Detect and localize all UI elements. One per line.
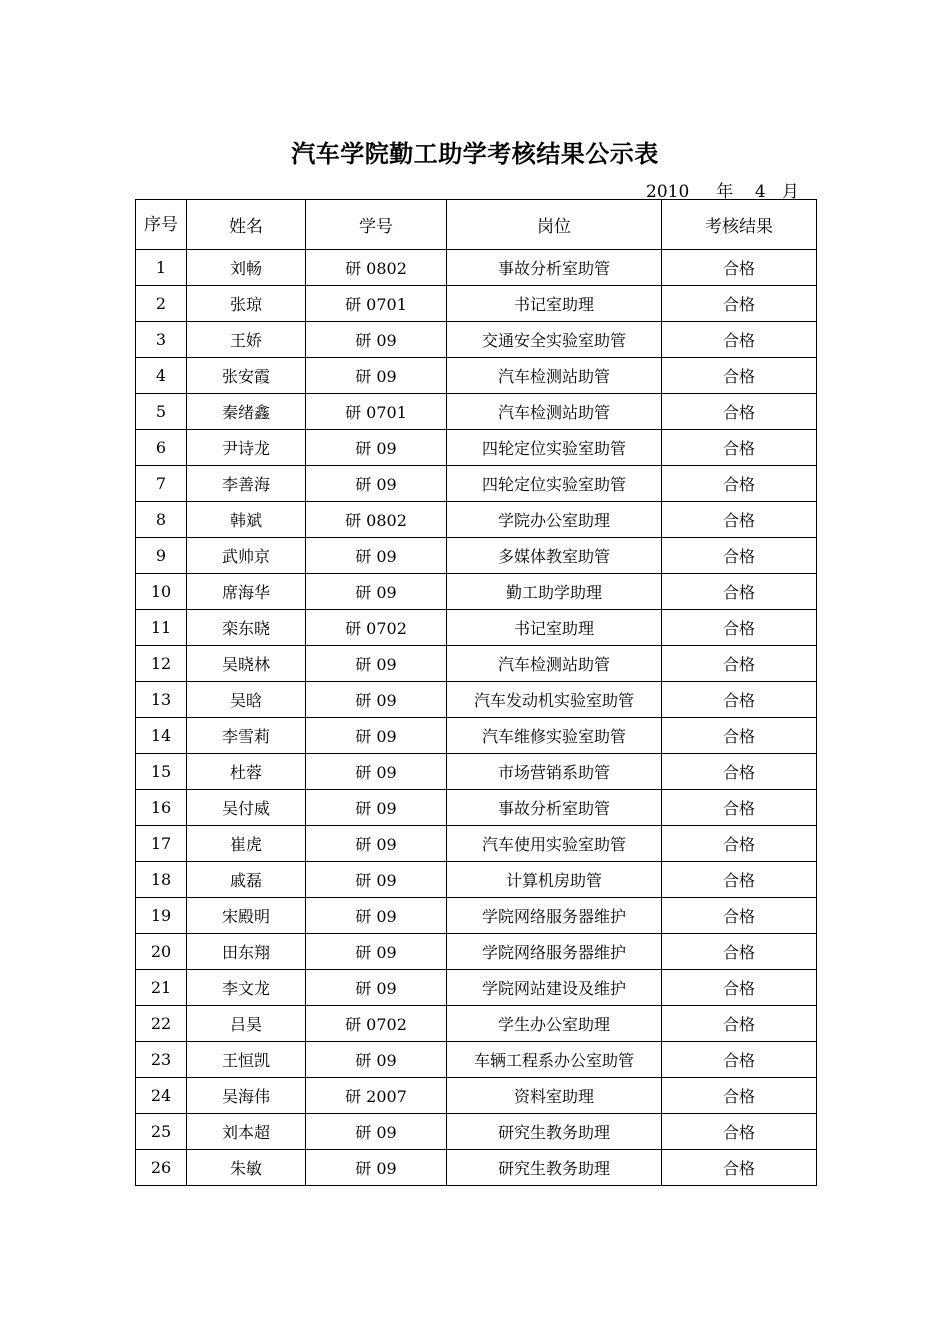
cell-position: 汽车发动机实验室助管 bbox=[447, 682, 662, 718]
table-row bbox=[136, 574, 817, 610]
cell-student-id: 研 09 bbox=[306, 862, 447, 898]
cell-seq: 25 bbox=[136, 1114, 187, 1150]
cell-student-id: 研 0802 bbox=[306, 502, 447, 538]
cell-result: 合格 bbox=[662, 610, 817, 646]
cell-seq: 23 bbox=[136, 1042, 187, 1078]
cell-seq: 22 bbox=[136, 1006, 187, 1042]
cell-name: 吕昊 bbox=[187, 1006, 306, 1042]
results-table bbox=[135, 199, 817, 1186]
cell-result: 合格 bbox=[662, 538, 817, 574]
cell-result: 合格 bbox=[662, 646, 817, 682]
cell-name: 秦绪鑫 bbox=[187, 394, 306, 430]
date-year: 2010 bbox=[646, 182, 690, 202]
table-row bbox=[136, 1078, 817, 1114]
cell-seq: 19 bbox=[136, 898, 187, 934]
cell-seq: 8 bbox=[136, 502, 187, 538]
header-row bbox=[136, 200, 817, 250]
cell-student-id: 研 09 bbox=[306, 574, 447, 610]
cell-student-id: 研 09 bbox=[306, 718, 447, 754]
cell-result: 合格 bbox=[662, 358, 817, 394]
date-month-unit: 月 bbox=[781, 182, 799, 202]
cell-name: 张琼 bbox=[187, 286, 306, 322]
cell-position: 勤工助学助理 bbox=[447, 574, 662, 610]
cell-student-id: 研 09 bbox=[306, 1150, 447, 1186]
cell-student-id: 研 0802 bbox=[306, 250, 447, 286]
cell-result: 合格 bbox=[662, 862, 817, 898]
cell-student-id: 研 09 bbox=[306, 826, 447, 862]
cell-position: 汽车维修实验室助管 bbox=[447, 718, 662, 754]
cell-student-id: 研 09 bbox=[306, 682, 447, 718]
cell-name: 戚磊 bbox=[187, 862, 306, 898]
cell-position: 事故分析室助管 bbox=[447, 250, 662, 286]
cell-result: 合格 bbox=[662, 970, 817, 1006]
cell-result: 合格 bbox=[662, 1006, 817, 1042]
cell-student-id: 研 0701 bbox=[306, 286, 447, 322]
cell-position: 学院办公室助理 bbox=[447, 502, 662, 538]
cell-student-id: 研 09 bbox=[306, 790, 447, 826]
table-body bbox=[136, 250, 817, 1186]
date-year-unit: 年 bbox=[716, 182, 734, 202]
header-name: 姓名 bbox=[187, 200, 306, 250]
cell-position: 学院网络服务器维护 bbox=[447, 934, 662, 970]
cell-position: 车辆工程系办公室助管 bbox=[447, 1042, 662, 1078]
cell-seq: 10 bbox=[136, 574, 187, 610]
header-student-id: 学号 bbox=[306, 200, 447, 250]
cell-name: 王娇 bbox=[187, 322, 306, 358]
cell-name: 韩斌 bbox=[187, 502, 306, 538]
cell-seq: 16 bbox=[136, 790, 187, 826]
page-title: 汽车学院勤工助学考核结果公示表 bbox=[291, 140, 659, 168]
table-row bbox=[136, 790, 817, 826]
cell-result: 合格 bbox=[662, 322, 817, 358]
cell-position: 资料室助理 bbox=[447, 1078, 662, 1114]
cell-student-id: 研 09 bbox=[306, 898, 447, 934]
cell-name: 刘本超 bbox=[187, 1114, 306, 1150]
table-row bbox=[136, 934, 817, 970]
cell-student-id: 研 09 bbox=[306, 646, 447, 682]
cell-seq: 3 bbox=[136, 322, 187, 358]
cell-student-id: 研 0702 bbox=[306, 1006, 447, 1042]
cell-name: 宋殿明 bbox=[187, 898, 306, 934]
cell-name: 刘畅 bbox=[187, 250, 306, 286]
table-header bbox=[136, 200, 817, 250]
cell-student-id: 研 09 bbox=[306, 1114, 447, 1150]
cell-seq: 14 bbox=[136, 718, 187, 754]
cell-position: 汽车检测站助管 bbox=[447, 646, 662, 682]
cell-position: 研究生教务助理 bbox=[447, 1114, 662, 1150]
cell-name: 吴付威 bbox=[187, 790, 306, 826]
cell-student-id: 研 09 bbox=[306, 466, 447, 502]
table-row bbox=[136, 466, 817, 502]
cell-seq: 15 bbox=[136, 754, 187, 790]
cell-result: 合格 bbox=[662, 682, 817, 718]
cell-result: 合格 bbox=[662, 934, 817, 970]
cell-result: 合格 bbox=[662, 718, 817, 754]
cell-position: 书记室助理 bbox=[447, 286, 662, 322]
table-row bbox=[136, 538, 817, 574]
cell-seq: 6 bbox=[136, 430, 187, 466]
header-position: 岗位 bbox=[447, 200, 662, 250]
cell-name: 栾东晓 bbox=[187, 610, 306, 646]
table-row bbox=[136, 718, 817, 754]
cell-student-id: 研 09 bbox=[306, 754, 447, 790]
table-row bbox=[136, 394, 817, 430]
cell-result: 合格 bbox=[662, 430, 817, 466]
cell-name: 吴晗 bbox=[187, 682, 306, 718]
cell-position: 事故分析室助管 bbox=[447, 790, 662, 826]
header-seq: 序号 bbox=[136, 200, 187, 250]
cell-name: 武帅京 bbox=[187, 538, 306, 574]
cell-seq: 21 bbox=[136, 970, 187, 1006]
cell-name: 吴晓林 bbox=[187, 646, 306, 682]
cell-position: 汽车使用实验室助管 bbox=[447, 826, 662, 862]
cell-student-id: 研 09 bbox=[306, 538, 447, 574]
table-row bbox=[136, 646, 817, 682]
cell-seq: 4 bbox=[136, 358, 187, 394]
cell-name: 李雪莉 bbox=[187, 718, 306, 754]
cell-name: 杜蓉 bbox=[187, 754, 306, 790]
cell-student-id: 研 2007 bbox=[306, 1078, 447, 1114]
cell-name: 尹诗龙 bbox=[187, 430, 306, 466]
cell-result: 合格 bbox=[662, 898, 817, 934]
cell-result: 合格 bbox=[662, 790, 817, 826]
cell-result: 合格 bbox=[662, 466, 817, 502]
cell-student-id: 研 0701 bbox=[306, 394, 447, 430]
table-row bbox=[136, 1042, 817, 1078]
date-month: 4 bbox=[754, 182, 766, 202]
cell-position: 四轮定位实验室助管 bbox=[447, 430, 662, 466]
table-row bbox=[136, 610, 817, 646]
cell-result: 合格 bbox=[662, 1078, 817, 1114]
cell-position: 交通安全实验室助管 bbox=[447, 322, 662, 358]
cell-result: 合格 bbox=[662, 826, 817, 862]
table-row bbox=[136, 970, 817, 1006]
cell-seq: 13 bbox=[136, 682, 187, 718]
table-row bbox=[136, 286, 817, 322]
cell-position: 多媒体教室助管 bbox=[447, 538, 662, 574]
table-row bbox=[136, 826, 817, 862]
table-row bbox=[136, 862, 817, 898]
table-row bbox=[136, 358, 817, 394]
cell-name: 吴海伟 bbox=[187, 1078, 306, 1114]
table-row bbox=[136, 502, 817, 538]
cell-result: 合格 bbox=[662, 754, 817, 790]
cell-position: 汽车检测站助管 bbox=[447, 394, 662, 430]
cell-student-id: 研 09 bbox=[306, 934, 447, 970]
cell-student-id: 研 09 bbox=[306, 358, 447, 394]
cell-position: 书记室助理 bbox=[447, 610, 662, 646]
cell-position: 市场营销系助管 bbox=[447, 754, 662, 790]
cell-name: 王恒凯 bbox=[187, 1042, 306, 1078]
cell-name: 李文龙 bbox=[187, 970, 306, 1006]
table-row bbox=[136, 430, 817, 466]
cell-result: 合格 bbox=[662, 286, 817, 322]
cell-student-id: 研 0702 bbox=[306, 610, 447, 646]
table-row bbox=[136, 1006, 817, 1042]
table-row bbox=[136, 682, 817, 718]
cell-name: 朱敏 bbox=[187, 1150, 306, 1186]
cell-seq: 11 bbox=[136, 610, 187, 646]
cell-seq: 5 bbox=[136, 394, 187, 430]
cell-position: 计算机房助管 bbox=[447, 862, 662, 898]
cell-result: 合格 bbox=[662, 1150, 817, 1186]
cell-result: 合格 bbox=[662, 502, 817, 538]
cell-student-id: 研 09 bbox=[306, 322, 447, 358]
cell-position: 四轮定位实验室助管 bbox=[447, 466, 662, 502]
cell-seq: 7 bbox=[136, 466, 187, 502]
table-row bbox=[136, 754, 817, 790]
cell-seq: 26 bbox=[136, 1150, 187, 1186]
cell-student-id: 研 09 bbox=[306, 1042, 447, 1078]
table-row bbox=[136, 250, 817, 286]
cell-result: 合格 bbox=[662, 574, 817, 610]
cell-seq: 24 bbox=[136, 1078, 187, 1114]
cell-seq: 17 bbox=[136, 826, 187, 862]
cell-result: 合格 bbox=[662, 394, 817, 430]
cell-name: 席海华 bbox=[187, 574, 306, 610]
cell-result: 合格 bbox=[662, 250, 817, 286]
cell-seq: 20 bbox=[136, 934, 187, 970]
cell-position: 汽车检测站助管 bbox=[447, 358, 662, 394]
cell-position: 学院网站建设及维护 bbox=[447, 970, 662, 1006]
cell-name: 崔虎 bbox=[187, 826, 306, 862]
cell-result: 合格 bbox=[662, 1042, 817, 1078]
cell-seq: 18 bbox=[136, 862, 187, 898]
table-row bbox=[136, 1114, 817, 1150]
table-row bbox=[136, 1150, 817, 1186]
cell-position: 研究生教务助理 bbox=[447, 1150, 662, 1186]
header-result: 考核结果 bbox=[662, 200, 817, 250]
cell-name: 田东翔 bbox=[187, 934, 306, 970]
cell-student-id: 研 09 bbox=[306, 970, 447, 1006]
cell-name: 李善海 bbox=[187, 466, 306, 502]
cell-seq: 1 bbox=[136, 250, 187, 286]
table-row bbox=[136, 322, 817, 358]
cell-result: 合格 bbox=[662, 1114, 817, 1150]
cell-position: 学生办公室助理 bbox=[447, 1006, 662, 1042]
table-row bbox=[136, 898, 817, 934]
cell-seq: 9 bbox=[136, 538, 187, 574]
cell-seq: 12 bbox=[136, 646, 187, 682]
cell-student-id: 研 09 bbox=[306, 430, 447, 466]
cell-position: 学院网络服务器维护 bbox=[447, 898, 662, 934]
cell-seq: 2 bbox=[136, 286, 187, 322]
cell-name: 张安霞 bbox=[187, 358, 306, 394]
